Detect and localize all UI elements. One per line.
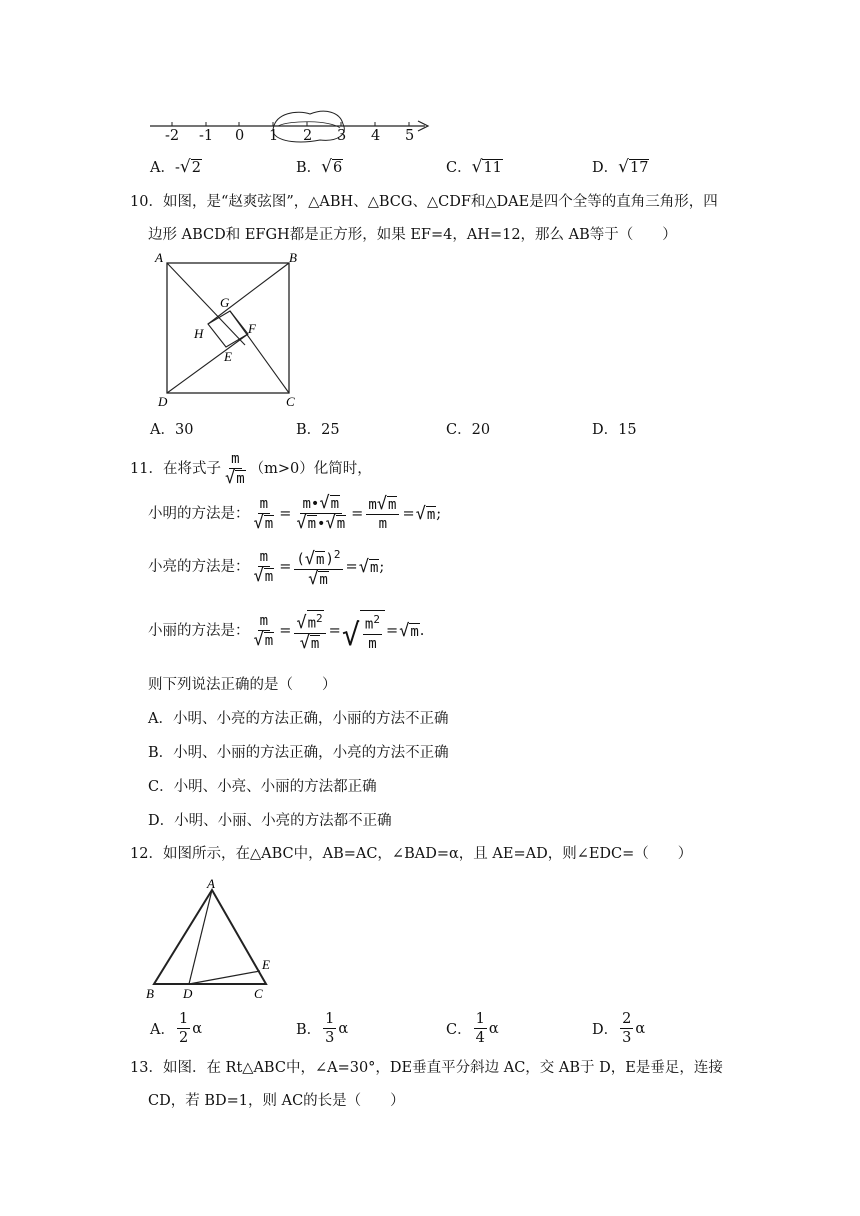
q11-option-d[interactable]: D．小明、小丽、小亮的方法都不正确: [148, 813, 392, 829]
q11-option-a[interactable]: A．小明、小亮的方法正确，小丽的方法不正确: [148, 711, 449, 727]
label-C: C: [286, 394, 295, 408]
q9-option-c[interactable]: C． √ 11: [446, 157, 502, 177]
q10-option-b[interactable]: B．25: [296, 422, 340, 438]
q9-option-b[interactable]: B． √ 6: [296, 157, 343, 177]
q11-question: 则下列说法正确的是（ ）: [148, 677, 337, 693]
q10-option-c[interactable]: C．20: [446, 422, 491, 438]
label-G: G: [220, 295, 230, 310]
label-A: A: [155, 250, 163, 265]
label-H: H: [194, 326, 204, 341]
q11-xiaoliang-method: 小亮的方法是： m √ m = ( √ m )$^2$ √ m = √ m ;: [148, 548, 385, 589]
q10-option-d[interactable]: D．15: [592, 422, 637, 438]
tick-label: -1: [199, 128, 214, 144]
tick-label: 1: [269, 128, 279, 144]
label-F: F: [248, 321, 256, 336]
tick-label: 5: [405, 128, 415, 144]
label-B: B: [289, 250, 297, 265]
q11-stem: 11．在将式子 m √ m （m>0）化简时，: [130, 451, 372, 488]
label-E: E: [224, 349, 232, 364]
label-E: E: [262, 957, 270, 972]
q12-option-b[interactable]: B． $\frac{1}{3}$ α: [296, 1011, 349, 1046]
tick-label: -2: [165, 128, 180, 144]
tick-label: 0: [235, 128, 245, 144]
label-A: A: [207, 876, 215, 891]
zhao-shuang-diagram: [150, 248, 310, 408]
label-D: D: [183, 986, 193, 1001]
q10-stem-line1: 10．如图，是“赵爽弦图”，△ABH、△BCG、△CDF和△DAE是四个全等的直角三角形，四: [130, 194, 718, 210]
q10-stem-line2: 边形 ABCD和 EFGH都是正方形，如果 EF=4，AH=12，那么 AB等于（ ）: [148, 227, 677, 243]
label-B: B: [146, 986, 154, 1001]
number-line-figure: [140, 104, 440, 150]
q11-option-b[interactable]: B．小明、小丽的方法正确，小亮的方法不正确: [148, 745, 449, 761]
q9-option-a[interactable]: A．- √ 2: [150, 157, 201, 177]
label-D: D: [158, 394, 168, 408]
q11-option-c[interactable]: C．小明、小亮、小丽的方法都正确: [148, 779, 377, 795]
q13-stem-line1: 13．如图．在 Rt△ABC中，∠A=30°，DE垂直平分斜边 AC，交 AB于 D，E是垂足，连接: [130, 1060, 723, 1076]
q12-option-c[interactable]: C． $\frac{1}{4}$ α: [446, 1011, 499, 1046]
triangle-abc-diagram: [140, 874, 290, 1004]
q11-xiaoming-method: 小明的方法是： m √ m = m• √ m √ m • √ m = m √ m m = √ m ;: [148, 493, 442, 533]
q12-option-a[interactable]: A． $\frac{1}{2}$ α: [150, 1011, 203, 1046]
label-C: C: [254, 986, 263, 1001]
tick-label: 4: [371, 128, 381, 144]
tick-label: 2: [303, 128, 313, 144]
q12-stem: 12．如图所示，在△ABC中，AB=AC，∠BAD=α，且 AE=AD，则∠EDC=（ ）: [130, 846, 693, 862]
q12-option-d[interactable]: D． $\frac{2}{3}$ α: [592, 1011, 646, 1046]
q11-xiaoli-method: 小丽的方法是： m √ m = √ $m^2$ √ m = √ $\frac{m^2}{m}$ = √ m .: [148, 612, 425, 653]
tick-label: 3: [337, 128, 347, 144]
q10-option-a[interactable]: A．30: [150, 422, 194, 438]
q13-stem-line2: CD，若 BD=1，则 AC的长是（ ）: [148, 1093, 405, 1109]
q9-option-d[interactable]: D． √ 17: [592, 157, 649, 177]
